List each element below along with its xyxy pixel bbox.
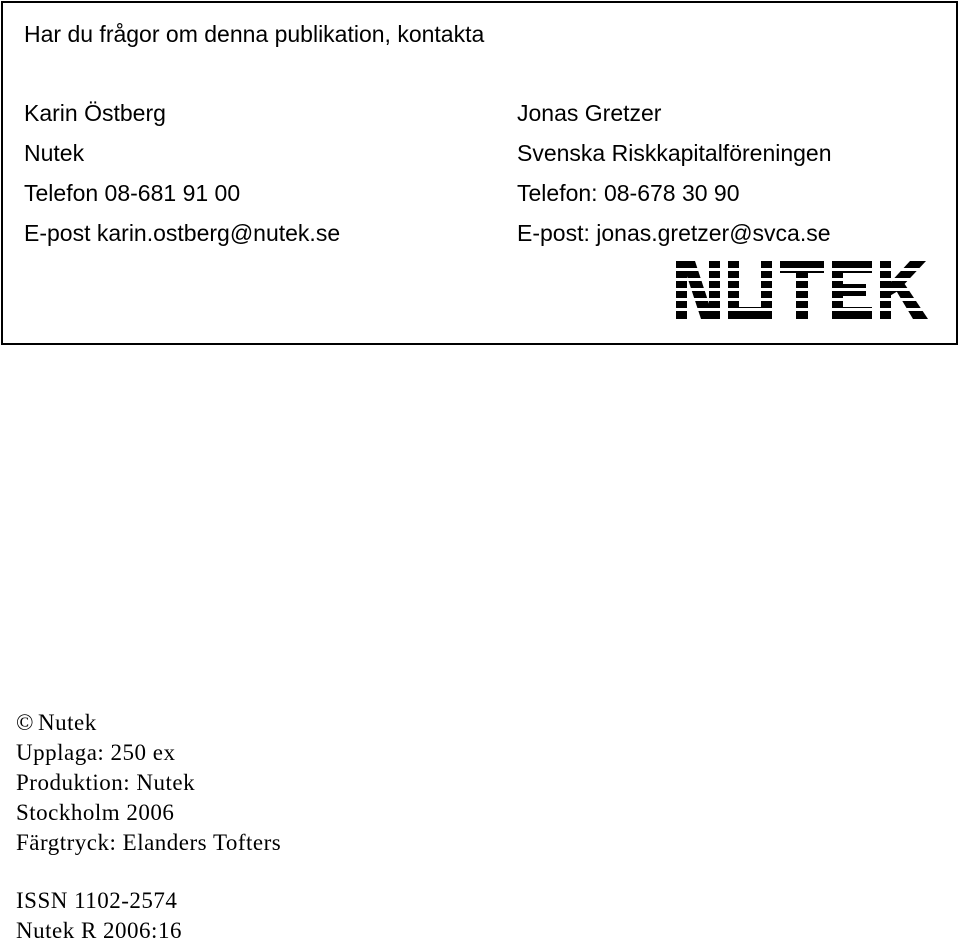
nutek-logo-icon — [674, 259, 930, 321]
colophon — [16, 708, 281, 946]
printing-line: Färgtryck: Elanders Tofters — [16, 830, 282, 855]
contact-left-email: E-post karin.ostberg@nutek.se — [24, 220, 341, 246]
copyright-holder: Nutek — [38, 710, 97, 735]
issn-line: ISSN 1102-2574 — [16, 888, 178, 913]
contact-right-email: E-post: jonas.gretzer@svca.se — [517, 220, 831, 246]
contact-right-phone: Telefon: 08-678 30 90 — [517, 180, 740, 206]
copyright-line — [16, 708, 281, 738]
place-year-line: Stockholm 2006 — [16, 800, 175, 825]
logo-letter-u-stroke — [728, 307, 772, 319]
production-line: Produktion: Nutek — [16, 770, 196, 795]
report-id-line: Nutek R 2006:16 — [16, 918, 182, 943]
nutek-logo — [674, 259, 930, 321]
contact-heading: Har du frågor om denna publikation, kontakta — [24, 21, 485, 47]
logo-letter-t-stroke — [796, 261, 808, 319]
edition-line: Upplaga: 250 ex — [16, 740, 176, 765]
contact-right-name: Jonas Gretzer — [517, 100, 662, 126]
copyright-icon: © — [16, 710, 34, 735]
contact-left — [24, 101, 340, 261]
logo-letter-k-stroke — [894, 283, 928, 319]
logo-letter-e-stroke — [832, 261, 872, 273]
colophon-spacer — [16, 858, 281, 886]
contact-right — [517, 101, 832, 261]
contact-right-org: Svenska Riskkapitalföreningen — [517, 140, 832, 166]
contact-left-phone: Telefon 08-681 91 00 — [24, 180, 241, 206]
contact-left-name: Karin Östberg — [24, 100, 166, 126]
contact-left-org: Nutek — [24, 140, 85, 166]
logo-letter-e-stroke — [832, 284, 866, 296]
logo-letter-e-stroke — [832, 307, 872, 319]
